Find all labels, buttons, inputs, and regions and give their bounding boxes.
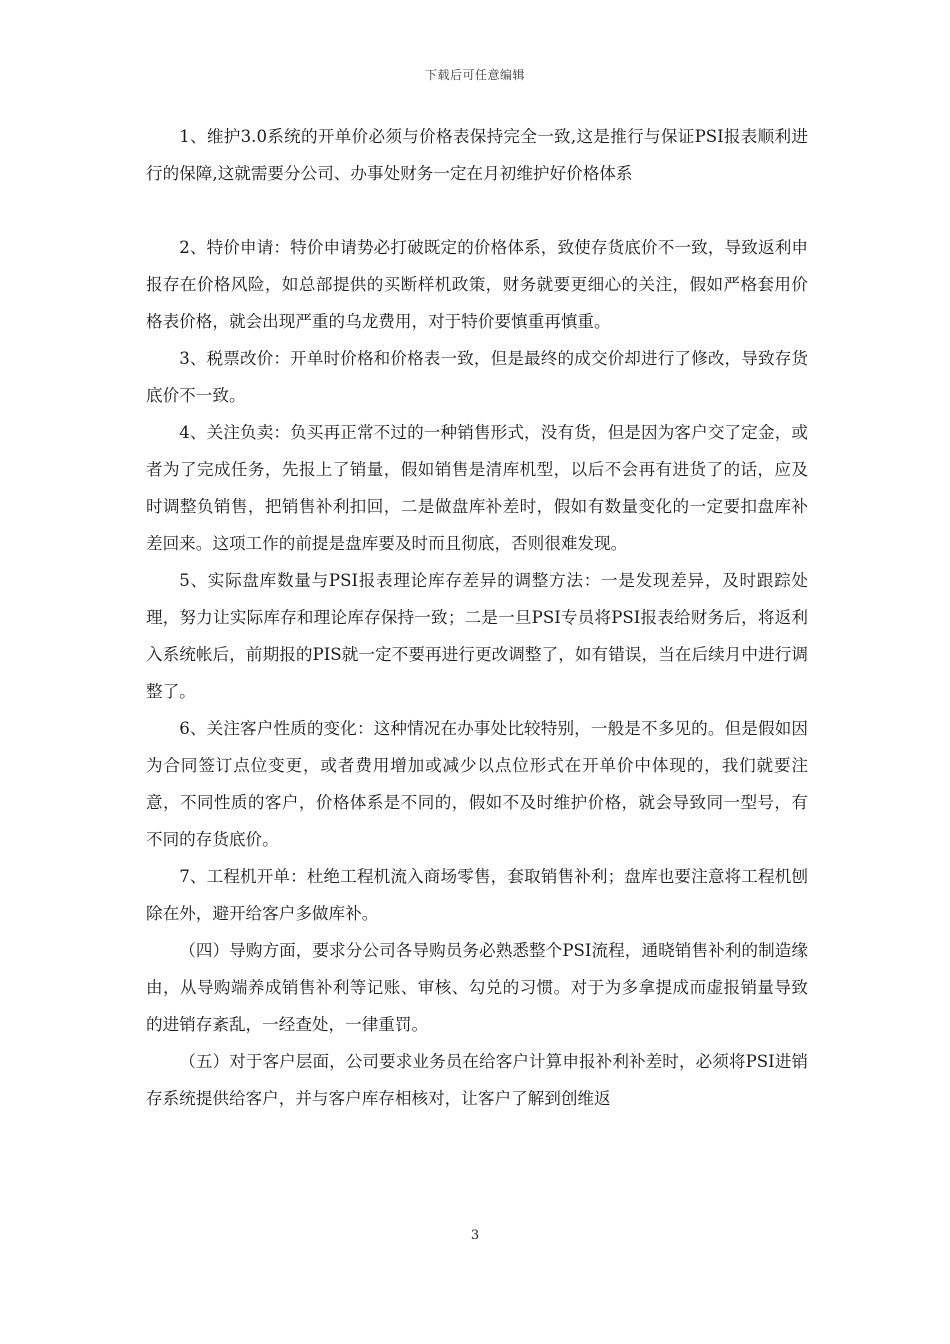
paragraph-9: （五）对于客户层面，公司要求业务员在给客户计算申报补利补差时，必须将PSI进销存系统提供给客户，并与客户库存相核对，让客户了解到创维返 (146, 1052, 808, 1108)
document-body (146, 118, 808, 1117)
paragraph-3: 3、税票改价：开单时价格和价格表一致，但是最终的成交价却进行了修改，导致存货底价不一致。 (146, 349, 808, 405)
paragraph-6: 6、关注客户性质的变化：这种情况在办事处比较特别，一般是不多见的。但是假如因为合同签订点位变更，或者费用增加或减少以点位形式在开单价中体现的，我们就要注意，不同性质的客户，价格体系是不同的，假如不及时维护价格，就会导致同一型号，有不同的存货底价。 (146, 719, 808, 849)
page-number: 3 (470, 1228, 480, 1243)
paragraph-1: 1、维护3.0系统的开单价必须与价格表保持完全一致,这是推行与保证PSI报表顺利进行的保障,这就需要分公司、办事处财务一定在月初维护好价格体系 (146, 127, 808, 183)
paragraph-4: 4、关注负卖：负买再正常不过的一种销售形式，没有货，但是因为客户交了定金，或者为了完成任务，先报上了销量，假如销售是清库机型，以后不会再有进货了的话，应及时调整负销售，把销售补利扣回，二是做盘库补差时，假如有数量变化的一定要扣盘库补差回来。这项工作的前提是盘库要及时而且彻底，否则很难发现。 (146, 423, 808, 553)
paragraph-8: （四）导购方面，要求分公司各导购员务必熟悉整个PSI流程，通晓销售补利的制造缘由，从导购端养成销售补利等记账、审核、勾兑的习惯。对于为多拿提成而虚报销量导致的进销存紊乱，一经查处，一律重罚。 (146, 941, 808, 1034)
page-header: 下载后可任意编辑 (424, 68, 525, 82)
paragraph-2: 2、特价申请：特价申请势必打破既定的价格体系，致使存货底价不一致，导致返利申报存在价格风险，如总部提供的买断样机政策，财务就要更细心的关注，假如严格套用价格表价格，就会出现严重的乌龙费用，对于特价要慎重再慎重。 (146, 238, 808, 331)
paragraph-7: 7、工程机开单：杜绝工程机流入商场零售，套取销售补利；盘库也要注意将工程机刨除在外，避开给客户多做库补。 (146, 867, 808, 923)
paragraph-5: 5、实际盘库数量与PSI报表理论库存差异的调整方法：一是发现差异，及时跟踪处理，努力让实际库存和理论库存保持一致；二是一旦PSI专员将PSI报表给财务后，将返利入系统帐后，前期报的PIS就一定不要再进行更改调整了，如有错误，当在后续月中进行调整了。 (146, 571, 808, 701)
paragraph-gap (146, 192, 808, 229)
